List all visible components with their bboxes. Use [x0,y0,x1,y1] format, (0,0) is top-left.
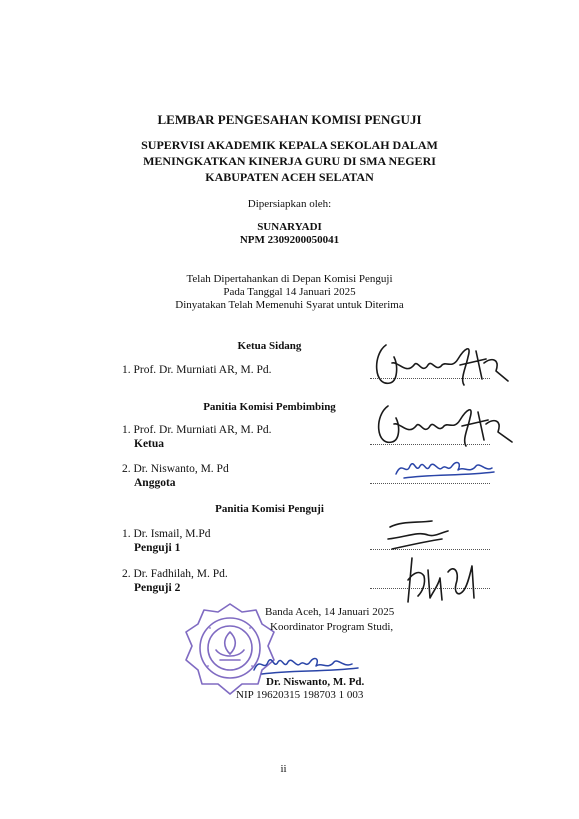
signature-penguji-1 [382,515,462,555]
document-title: LEMBAR PENGESAHAN KOMISI PENGUJI [157,112,422,127]
penguji-member-2 [122,567,228,595]
closing-place-date: Banda Aceh, 14 Januari 2025 [265,606,395,618]
heading-pembimbing: Panitia Komisi Pembimbing [203,401,336,413]
member-name: Prof. Dr. Murniati AR, M. Pd. [133,424,272,436]
pembimbing-member-1 [122,423,272,451]
member-name: Dr. Ismail, M.Pd [133,528,211,540]
signature-penguji-2 [400,550,490,610]
thesis-title-line-2: MENINGKATKAN KINERJA GURU DI SMA NEGERI [143,154,436,168]
author-npm: NPM 2309200050041 [239,234,340,246]
signature-pembimbing-anggota [392,452,502,482]
closing-position: Koordinator Program Studi, [270,621,394,633]
heading-penguji: Panitia Komisi Penguji [215,503,324,515]
closing-name: Dr. Niswanto, M. Pd. [266,676,365,688]
member-role: Anggota [134,477,176,489]
closing-nip: NIP 19620315 198703 1 003 [236,689,364,701]
member-role: Penguji 2 [134,582,181,594]
author-name: SUNARYADI [257,221,322,233]
signature-koordinator [248,646,368,680]
penguji-member-1 [122,527,211,555]
member-number: 1. [122,364,131,376]
member-role: Ketua [134,438,165,450]
thesis-title-line-1: SUPERVISI AKADEMIK KEPALA SEKOLAH DALAM [141,138,438,152]
statement-line-2: Pada Tanggal 14 Januari 2025 [223,286,356,298]
member-number: 2. [122,463,131,475]
statement-line-1: Telah Dipertahankan di Depan Komisi Penguji [186,273,393,285]
pembimbing-member-2 [122,462,229,490]
member-name: Dr. Fadhilah, M. Pd. [133,568,228,580]
member-name: Dr. Niswanto, M. Pd [133,463,229,475]
signature-ketua-sidang [368,335,518,395]
statement-line-3: Dinyatakan Telah Memenuhi Syarat untuk Diterima [175,299,404,311]
member-role: Penguji 1 [134,542,181,554]
member-number: 2. [122,568,131,580]
signature-line [370,483,490,484]
member-number: 1. [122,424,131,436]
member-number: 1. [122,528,131,540]
signature-pembimbing-ketua [370,398,520,453]
heading-ketua-sidang: Ketua Sidang [237,340,302,352]
thesis-title-line-3: KABUPATEN ACEH SELATAN [205,170,374,184]
ketua-sidang-member-1 [122,363,272,377]
member-name: Prof. Dr. Murniati AR, M. Pd. [133,364,272,376]
prepared-by-label: Dipersiapkan oleh: [247,198,332,210]
page-number: ii [280,763,287,775]
